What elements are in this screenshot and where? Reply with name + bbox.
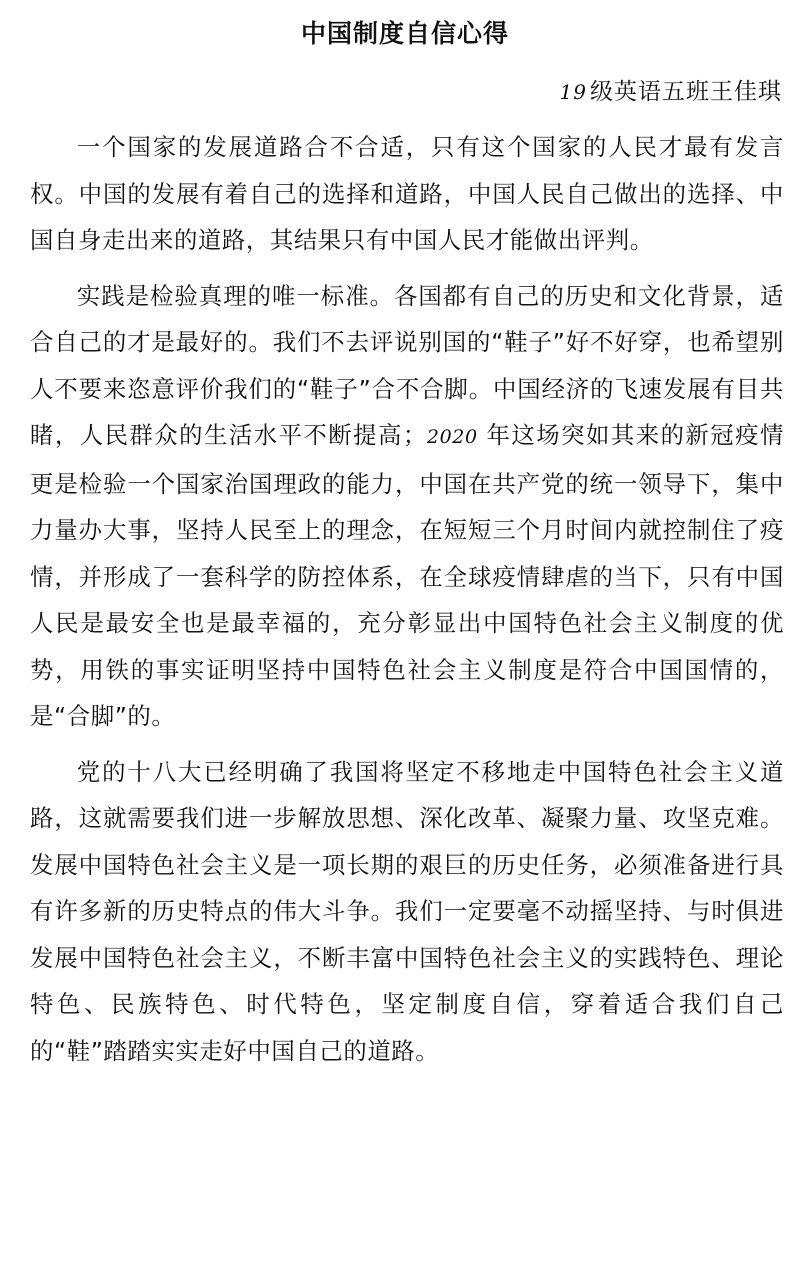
paragraph-text: 年这场突如其来的新冠疫情更是检验一个国家治国理政的能力，中国在共产党的统一领导下，集中力量办大事，坚持人民至上的理念，在短短三个月时间内就控制住了疫情，并形成了一套科学的防控体系，在全球疫情肆虐的当下，只有中国人民是最安全也是最幸福的，充分彰显出中国特色社会主义制度的优势，用铁的事实证明坚持中国特色社会主义制度是符合中国国情的，是“合脚”的。 [30,421,785,730]
author-line [560,73,782,106]
paragraph-text: 一个国家的发展道路合不合适，只有这个国家的人民才最有发言权。中国的发展有着自己的选择和道路，中国人民自己做出的选择、中国自身走出来的道路，其结果只有中国人民才能做出评判。 [30,133,784,254]
author-name: 级英语五班王佳琪 [590,79,782,105]
author-class-number: 19 [559,80,587,104]
paragraph-3 [30,749,784,1075]
paragraph-text: 党的十八大已经明确了我国将坚定不移地走中国特色社会主义道路，这就需要我们进一步解放思想、深化改革、凝聚力量、攻坚克难。发展中国特色社会主义是一项长期的艰巨的历史任务，必须准备进行具有许多新的历史特点的伟大斗争。我们一定要毫不动摇坚持、与时俱进发展中国特色社会主义，不断丰富中国特色社会主义的实践特色、理论特色、民族特色、时代特色，坚定制度自信，穿着适合我们自己的“鞋”踏踏实实走好中国自己的道路。 [30,757,784,1065]
document-body [30,124,784,1074]
paragraph-2 [30,273,784,740]
document-title: 中国制度自信心得 [300,19,509,48]
paragraph-text: 实践是检验真理的唯一标准。各国都有自己的历史和文化背景，适合自己的才是最好的。我们不去评说别国的“鞋子”好不好穿，也希望别人不要来恣意评价我们的“鞋子”合不合脚。中国经济的飞速发展有目共睹，人民群众的生活水平不断提高； [30,281,784,449]
year-number: 2020 [426,426,478,448]
paragraph-1 [30,124,784,264]
